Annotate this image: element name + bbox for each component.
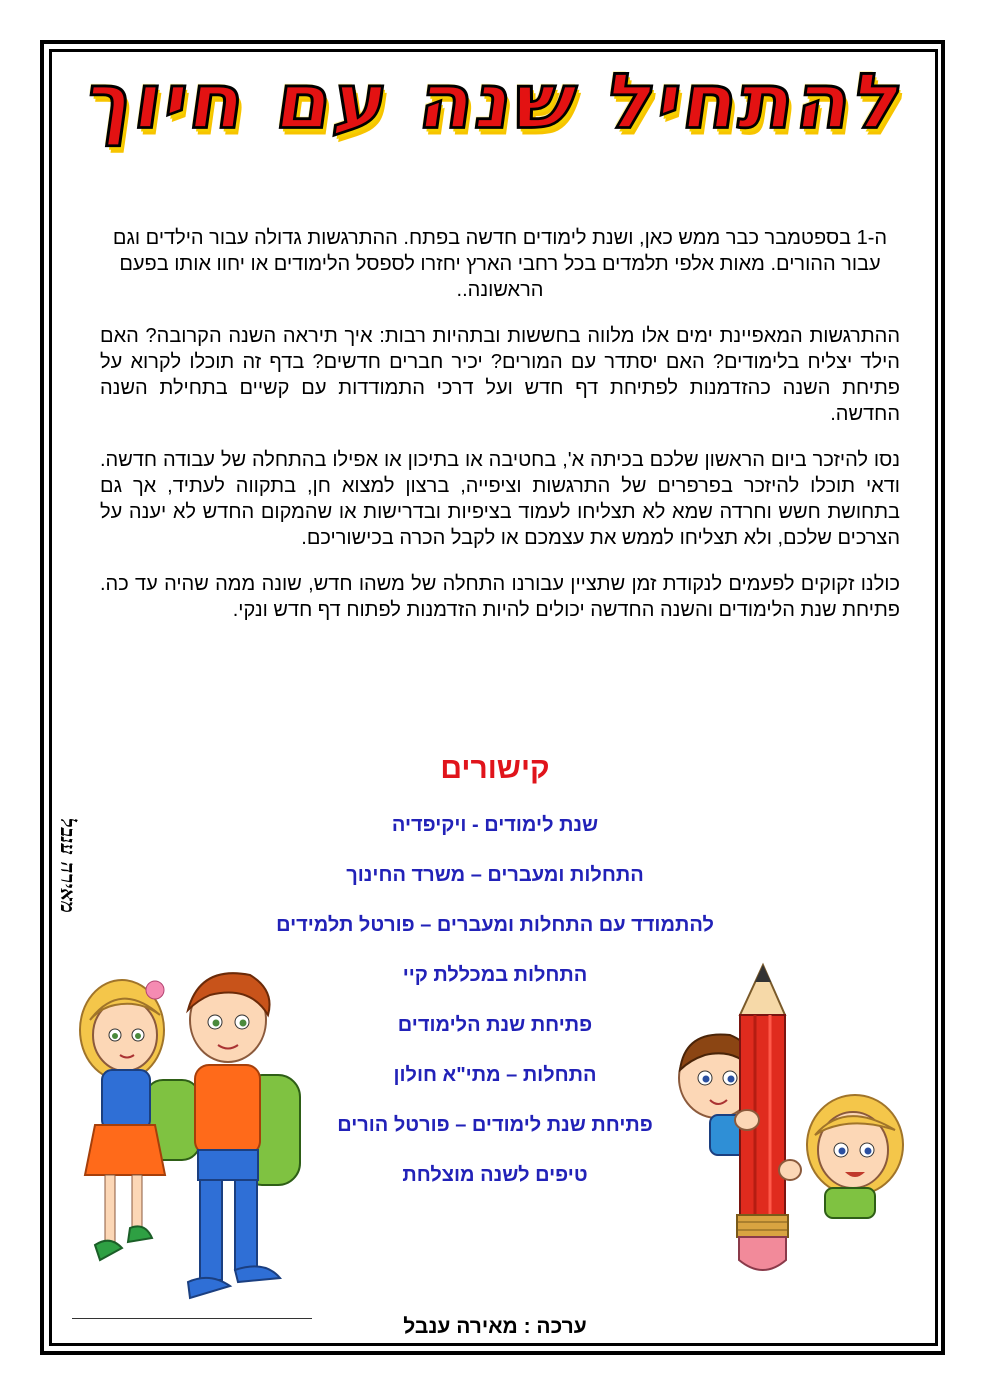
pencil-kids-illustration — [655, 960, 915, 1290]
list-item — [220, 860, 770, 910]
link-success-tips[interactable]: טיפים לשנה מוצלחת — [402, 1164, 588, 1186]
link-parents-portal[interactable]: פתיחת שנת לימודים – פורטל הורים — [337, 1114, 653, 1136]
link-students-portal[interactable]: להתמודד עם התחלות ומעברים – פורטל תלמידים — [276, 914, 714, 936]
paragraph-new-page: כולנו זקוקים לפעמים לנקודת זמן שתציין עבורנו התחלה של משהו חדש, שונה ממה שהיה עד כה. פתיחת שנת הלימודים והשנה החדשה יכולים להיות הזדמנות לפתוח דף חדש ונקי. — [100, 573, 900, 621]
article-body — [100, 225, 900, 643]
link-matya-holon[interactable]: התחלות – מתי"א חולון — [393, 1064, 597, 1086]
paragraph-worries: ההתרגשות המאפיינת ימים אלו מלווה בחששות ובתהיות רבות: איך תיראה השנה הקרובה? האם הילד יצליח בלימודים? האם יסתדר עם המורים? יכיר חברים חדשים? בדף זה תוכלו לקרוא על פתיחת השנה כהזדמנות לפתיחת דף חדש ועל דרכי התמודדות עם קשיים בתחילת השנה החדשה. — [100, 325, 900, 425]
list-item — [220, 810, 770, 860]
ground-line — [72, 1318, 312, 1319]
links-heading: קישורים — [440, 752, 550, 785]
list-item — [220, 910, 770, 960]
paragraph-intro: ה-1 בספטמבר כבר ממש כאן, ושנת לימודים חדשה בפתח. ההתרגשות גדולה עבור הילדים וגם עבור ההורים. מאות אלפי תלמדים בכל רחבי הארץ יחזרו לספסל הלימודים או יחוו אותו בפעם הראשונה.. — [112, 227, 888, 301]
link-wikipedia[interactable]: שנת לימודים - ויקיפדיה — [391, 814, 599, 836]
page-title: להתחיל שנה עם חיוך — [80, 57, 911, 146]
link-kaye-college[interactable]: התחלות במכללת קיי — [402, 964, 588, 986]
link-education-ministry[interactable]: התחלות ומעברים – משרד החינוך — [346, 864, 644, 886]
signature-text: מאירה ענבל — [56, 817, 81, 913]
paragraph-memories: נסו להיזכר ביום הראשון שלכם בכיתה א', בחטיבה או בתיכון או אפילו בהתחלה של עבודה חדשה. ודאי תוכלו להיזכר בפרפרים של התרגשות וציפייה, ברצון למצוא חן, בתקווה לעתיד, אך גם בתחושת חשש וחרדה שמא לא תצליחו לעמוד בציפיות ובדרישות או שהמקום החדש לא יענה על הצרכים שלכם, ולא תצליחו לממש את עצמכם או לקבל הכרה בכישוריכם. — [100, 449, 900, 549]
editor-credit: ערכה : מאירה ענבל — [403, 1315, 587, 1338]
link-school-year-opening[interactable]: פתיחת שנת הלימודים — [397, 1014, 593, 1036]
vertical-signature — [48, 800, 88, 930]
walking-children-illustration — [60, 960, 320, 1320]
